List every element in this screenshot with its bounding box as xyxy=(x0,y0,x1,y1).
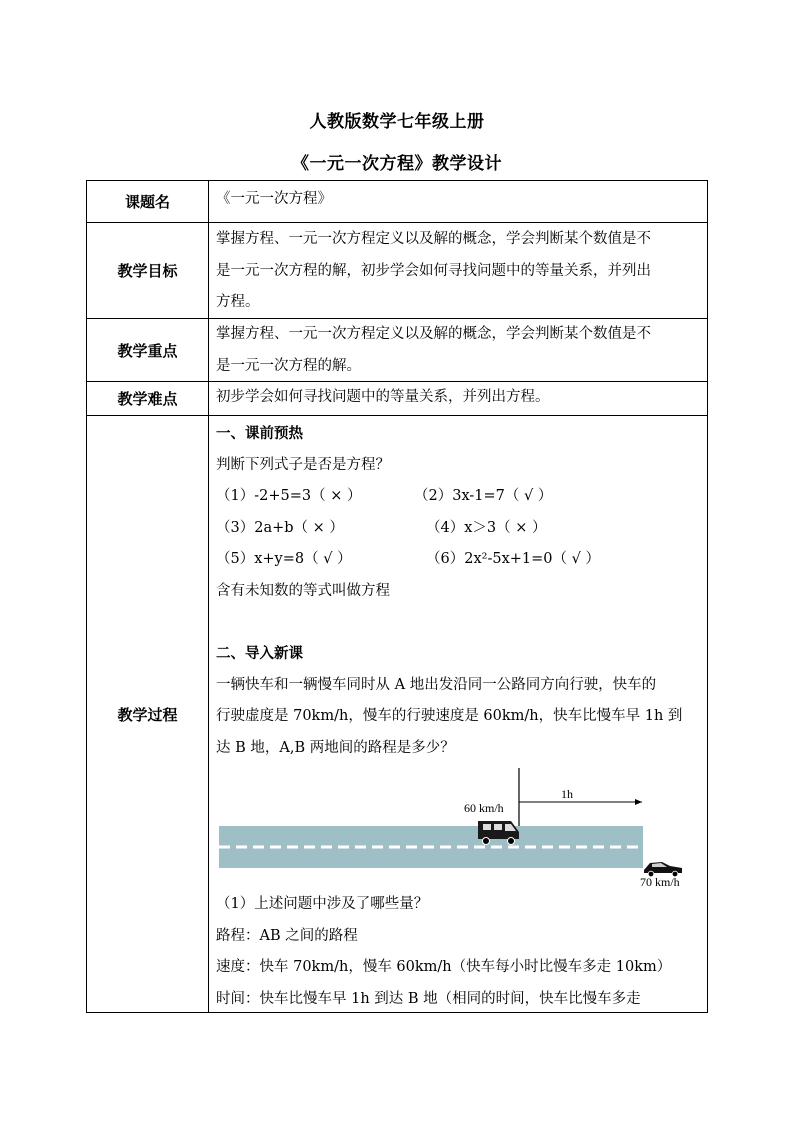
topic-value: 《一元一次方程》 xyxy=(216,191,332,207)
exercise-item: （5）x+y=8（ √ ） xyxy=(216,551,352,567)
quantity-speed: 速度：快车 70km/h，慢车 60km/h（快车每小时比慢车多走 10km） xyxy=(216,959,672,975)
key-label: 教学重点 xyxy=(87,319,209,381)
gap-arrow-head xyxy=(635,799,642,805)
problem-line: 一辆快车和一辆慢车同时从 A 地出发沿同一公路同方向行驶，快车的 xyxy=(216,676,657,693)
exercise-item: （4）x＞3（ × ） xyxy=(426,519,547,536)
exercise-item: （1）-2+5=3（ × ） xyxy=(216,488,362,504)
section-warmup-heading: 一、课前预热 xyxy=(216,425,303,442)
quantity-time: 时间：快车比慢车早 1h 到达 B 地（相同的时间，快车比慢车多走 xyxy=(216,990,641,1007)
process-cell xyxy=(209,416,707,1012)
exercise-pair xyxy=(216,544,701,576)
process-label: 教学过程 xyxy=(87,416,209,1012)
topic-label: 课题名 xyxy=(87,181,209,222)
goal-label: 教学目标 xyxy=(87,223,209,318)
document-subtitle: 《一元一次方程》教学设计 xyxy=(292,154,502,174)
key-cell xyxy=(209,319,707,381)
problem-line: 行驶虚度是 70km/h，慢车的行驶速度是 60km/h，快车比慢车早 1h 到 xyxy=(216,708,683,724)
road-figure xyxy=(216,766,696,888)
section-intro-heading: 二、导入新课 xyxy=(216,645,303,662)
goal-row xyxy=(87,223,707,319)
key-line: 是一元一次方程的解。 xyxy=(216,357,361,374)
topic-value-cell xyxy=(209,181,707,222)
exercise-pair xyxy=(216,481,701,513)
difficulty-text: 初步学会如何寻找问题中的等量关系，并列出方程。 xyxy=(216,389,550,405)
equation-definition: 含有未知数的等式叫做方程 xyxy=(216,582,390,599)
fast-speed-label: 70 km/h xyxy=(640,875,680,888)
problem-line: 达 B 地，A,B 两地间的路程是多少？ xyxy=(216,739,455,756)
gap-label: 1h xyxy=(561,787,573,801)
sub-question: （1）上述问题中涉及了哪些量？ xyxy=(216,896,429,912)
difficulty-row xyxy=(87,382,707,416)
difficulty-label: 教学难点 xyxy=(87,382,209,415)
lesson-plan-table xyxy=(86,180,708,1013)
goal-cell xyxy=(209,223,707,318)
goal-line: 方程。 xyxy=(216,294,260,310)
topic-row xyxy=(87,181,707,223)
exercise-item: （3）2a+b（ × ） xyxy=(216,519,344,536)
slow-speed-label: 60 km/h xyxy=(464,801,504,815)
goal-line: 是一元一次方程的解，初步学会如何寻找问题中的等量关系，并列出 xyxy=(216,262,651,279)
warmup-question: 判断下列式子是否是方程？ xyxy=(216,456,390,473)
key-line: 掌握方程、一元一次方程定义以及解的概念，学会判断某个数值是不 xyxy=(216,326,651,342)
key-row xyxy=(87,319,707,382)
exercise-item: （6）2x²-5x+1=0（ √ ） xyxy=(426,551,600,567)
goal-line: 掌握方程、一元一次方程定义以及解的概念，学会判断某个数值是不 xyxy=(216,231,651,247)
document-title: 人教版数学七年级上册 xyxy=(309,112,485,132)
difficulty-cell xyxy=(209,382,707,415)
exercise-pair xyxy=(216,513,701,545)
quantity-distance: 路程：AB 之间的路程 xyxy=(216,927,358,944)
process-row xyxy=(87,416,707,1012)
exercise-item: （2）3x-1=7（ √ ） xyxy=(414,488,553,504)
